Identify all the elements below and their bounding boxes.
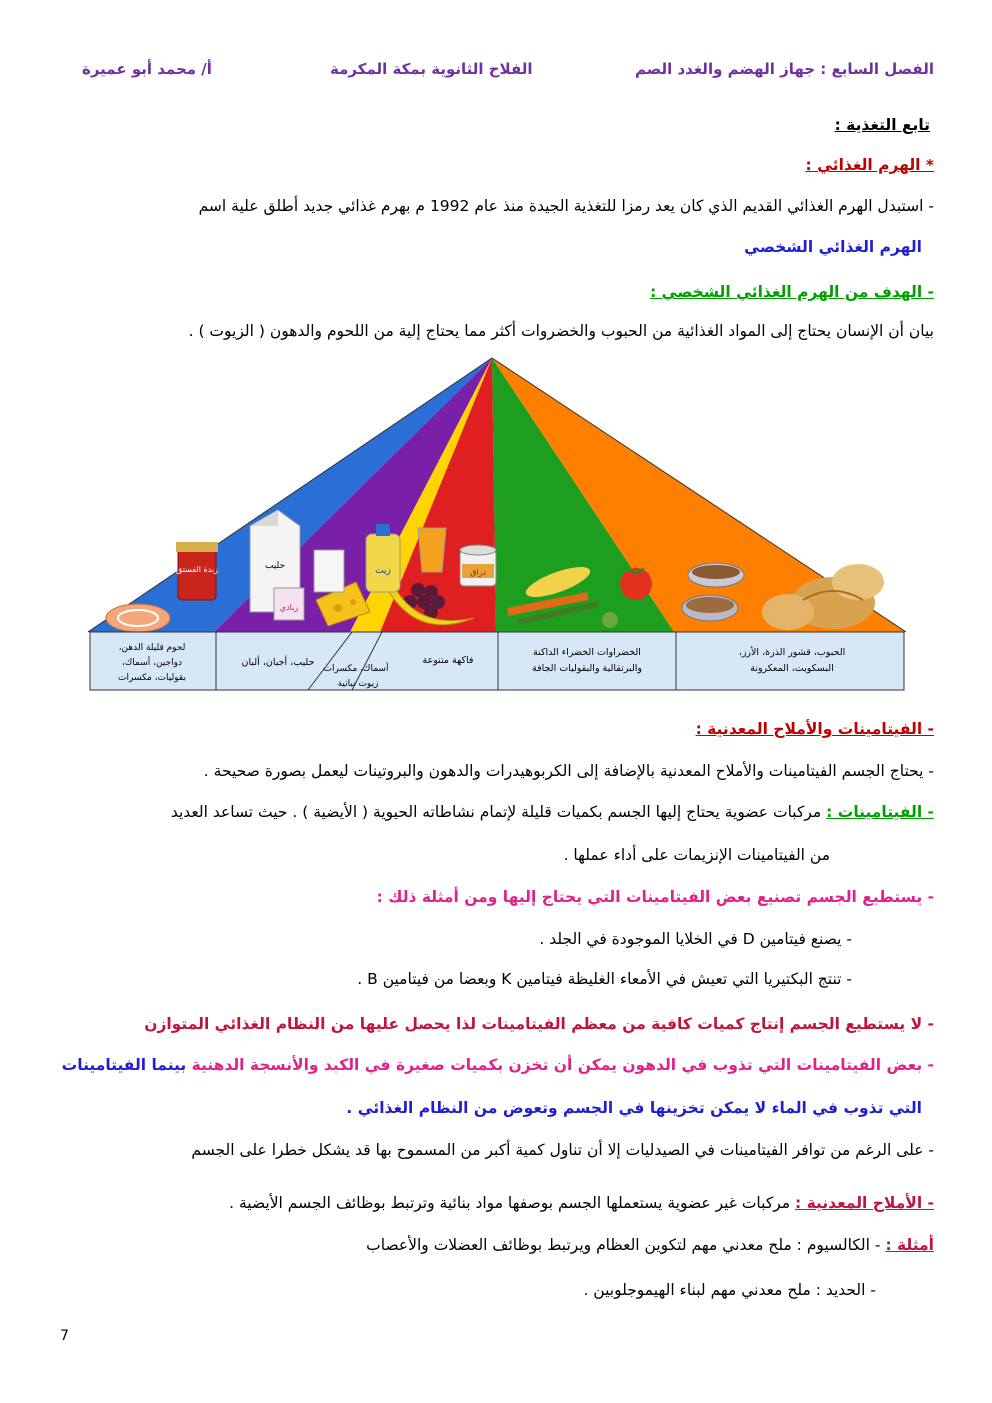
example-vitamin-k: - تنتج البكتيريا التي تعيش في الأمعاء الغليظة فيتامين K وبعضا من فيتامين B . [357,970,852,988]
vitamins-need-text: - يحتاج الجسم الفيتامينات والأملاح المعدنية بالإضافة إلى الكربوهيدرات والدهون والبروتينات ليعمل بصورة صحيحة . [203,762,934,780]
label-oils-1: أسماك، مكسرات [323,664,389,674]
milk-glass-icon [314,550,344,592]
header-school: الفلاح الثانوية بمكة المكرمة [330,60,533,78]
pyramid-intro: - استبدل الهرم الغذائي القديم الذي كان يعد رمزا للتغذية الجيدة منذ عام 1992 م بهرم غذائي جديد أطلق علية اسم [198,197,934,215]
label-fruits: فاكهة متنوعة [422,655,474,666]
label-vegetables-2: والبرتقالية والبقوليات الجافة [532,663,642,674]
body-makes-vitamins: - يستطيع الجسم تصنيع بعض الفيتامينات التي يحتاج إليها ومن أمثلة ذلك : [376,888,934,906]
oil-bottle-icon [366,524,400,592]
water-soluble-text: التي تذوب في الماء لا يمكن تخزينها في الجسم وتعوض من النظام الغذائي . [346,1099,922,1117]
calcium-line [366,1236,934,1254]
fat-soluble-line [62,1056,934,1074]
goal-text: بيان أن الإنسان يحتاج إلى المواد الغذائية من الحبوب والخضروات أكثر مما يحتاج إلية من اللحوم والدهون ( الزيوت ) . [188,322,934,340]
pharmacy-warning: - على الرغم من توافر الفيتامينات في الصيدليات إلا أن تناول كمية أكبر من المسموح بها قد يشكل خطرا على الجسم [191,1141,934,1159]
iron-text: - الحديد : ملح معدني مهم لبناء الهيموجلوبين . [583,1281,876,1299]
label-oils-2: زيوت نباتية [337,679,379,689]
fruit-jar-icon [460,545,496,586]
fat-soluble-text: - بعض الفيتامينات التي تذوب في الدهون يمكن أن تخزن بكميات صغيرة في الكبد والأنسجة الدهنية [191,1056,934,1074]
examples-label: أمثلة : [885,1236,934,1254]
fish-steak-icon [106,604,170,632]
peanut-butter-label: زبدة الفستق [176,565,218,574]
while-text: بينما الفيتامينات [61,1056,187,1074]
label-grains-1: الحبوب، قشور الذرة، الأرز، [738,647,846,658]
label-meat-1: لحوم قليلة الدهن، [118,643,186,653]
pyramid-name: الهرم الغذائي الشخصي [744,238,922,256]
section-title: تابع التغذية : [834,116,930,134]
page-number: 7 [60,1328,69,1344]
vitamins-definition-label: - الفيتامينات : [826,803,934,821]
peanut-butter-jar-icon [176,542,218,600]
vitamins-definition-text: مركبات عضوية يحتاج إليها الجسم بكميات قليلة لإتمام نشاطاته الحيوية ( الأيضية ) . حيث تساعد العديد [170,803,822,821]
minerals-label: - الأملاح المعدنية : [795,1194,934,1212]
pyramid-heading: * الهرم الغذائي : [805,156,934,174]
fruit-jar-label: دراق [470,568,486,577]
calcium-text: - الكالسيوم : ملح معدني مهم لتكوين العظام ويرتبط بوظائف العضلات والأعصاب [366,1236,881,1254]
label-vegetables-1: الخضراوات الخضراء الداكنة [533,647,641,658]
milk-carton-label: حليب [264,561,286,571]
yogurt-cup-label: زبادي [279,603,299,612]
goal-heading: - الهدف من الهرم الغذائي الشخصي : [650,283,934,301]
juice-glass-icon [418,528,446,572]
food-pyramid-figure [88,350,906,692]
label-meat-3: بقوليات، مكسرات [118,673,186,683]
label-milk: حليب، أجبان، ألبان [241,657,315,668]
vitamins-definition-continued: من الفيتامينات الإنزيمات على أداء عملها . [563,846,830,864]
label-grains-2: البسكويت، المعكرونة [750,663,834,674]
label-meat-2: دواجين، أسماك، [121,658,183,668]
vitamins-definition-line [171,803,934,821]
minerals-line [229,1194,934,1212]
minerals-definition: مركبات غير عضوية يستعملها الجسم بوصفها مواد بنائية وترتبط بوظائف الجسم الأيضية . [229,1194,791,1212]
header-teacher: أ/ محمد أبو عميرة [82,60,212,78]
oil-bottle-label: زيت [375,566,391,576]
tomato-icon [620,568,652,600]
label-band [90,632,904,690]
header-chapter: الفصل السابع : جهاز الهضم والغدد الصم [634,60,934,78]
vitamins-heading: - الفيتامينات والأملاح المعدنية : [695,720,934,738]
example-vitamin-d: - يصنع فيتامين D في الخلايا الموجودة في الجلد . [539,930,852,948]
cannot-make-vitamins: - لا يستطيع الجسم إنتاج كميات كافية من معظم الفيتامينات لذا يحصل عليها من النظام الغذائي المتوازن [144,1015,934,1033]
yogurt-cup-icon [274,588,304,620]
